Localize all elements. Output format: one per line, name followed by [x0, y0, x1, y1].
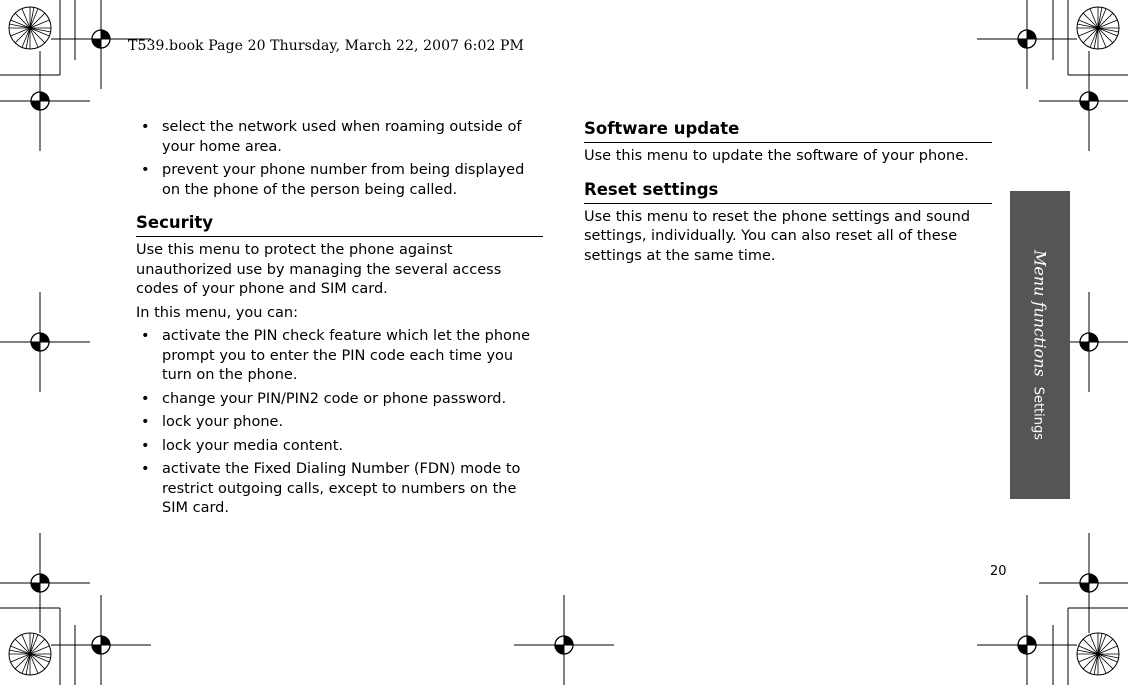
print-header: T539.book Page 20 Thursday, March 22, 2007 6:02 PM [128, 38, 524, 54]
security-section [136, 212, 543, 519]
bullet-item: • change your PIN/PIN2 code or phone password. [136, 390, 543, 410]
right-column [584, 118, 992, 270]
bullet-item: • prevent your phone number from being displayed on the phone of the person being called. [136, 161, 543, 200]
security-intro: In this menu, you can: [136, 304, 298, 321]
software-update-description: Use this menu to update the software of your phone. [584, 148, 969, 164]
software-update-section [584, 118, 992, 167]
left-column [136, 118, 543, 523]
page-number: 20 [990, 564, 1007, 579]
side-tab-subsection: Settings [1030, 386, 1046, 441]
software-update-heading: Software update [584, 118, 992, 143]
side-tab-section: Menu functions [1030, 249, 1050, 377]
bullet-item: • lock your media content. [136, 437, 543, 457]
security-heading: Security [136, 212, 543, 237]
reset-settings-section [584, 179, 992, 267]
bullet-item: • activate the PIN check feature which let the phone prompt you to enter the PIN code each time you turn on the phone. [136, 327, 543, 386]
bullet-item: • select the network used when roaming outside of your home area. [136, 118, 543, 157]
security-description: Use this menu to protect the phone against unauthorized use by managing the several access codes of your phone and SIM card. [136, 242, 502, 297]
reset-settings-heading: Reset settings [584, 179, 992, 204]
side-tab-label [1031, 250, 1050, 440]
reset-settings-description: Use this menu to reset the phone settings and sound settings, individually. You can also reset all of these settings at the same time. [584, 208, 971, 264]
bullet-item: • lock your phone. [136, 413, 543, 433]
bullet-item: • activate the Fixed Dialing Number (FDN) mode to restrict outgoing calls, except to numbers on the SIM card. [136, 460, 543, 519]
